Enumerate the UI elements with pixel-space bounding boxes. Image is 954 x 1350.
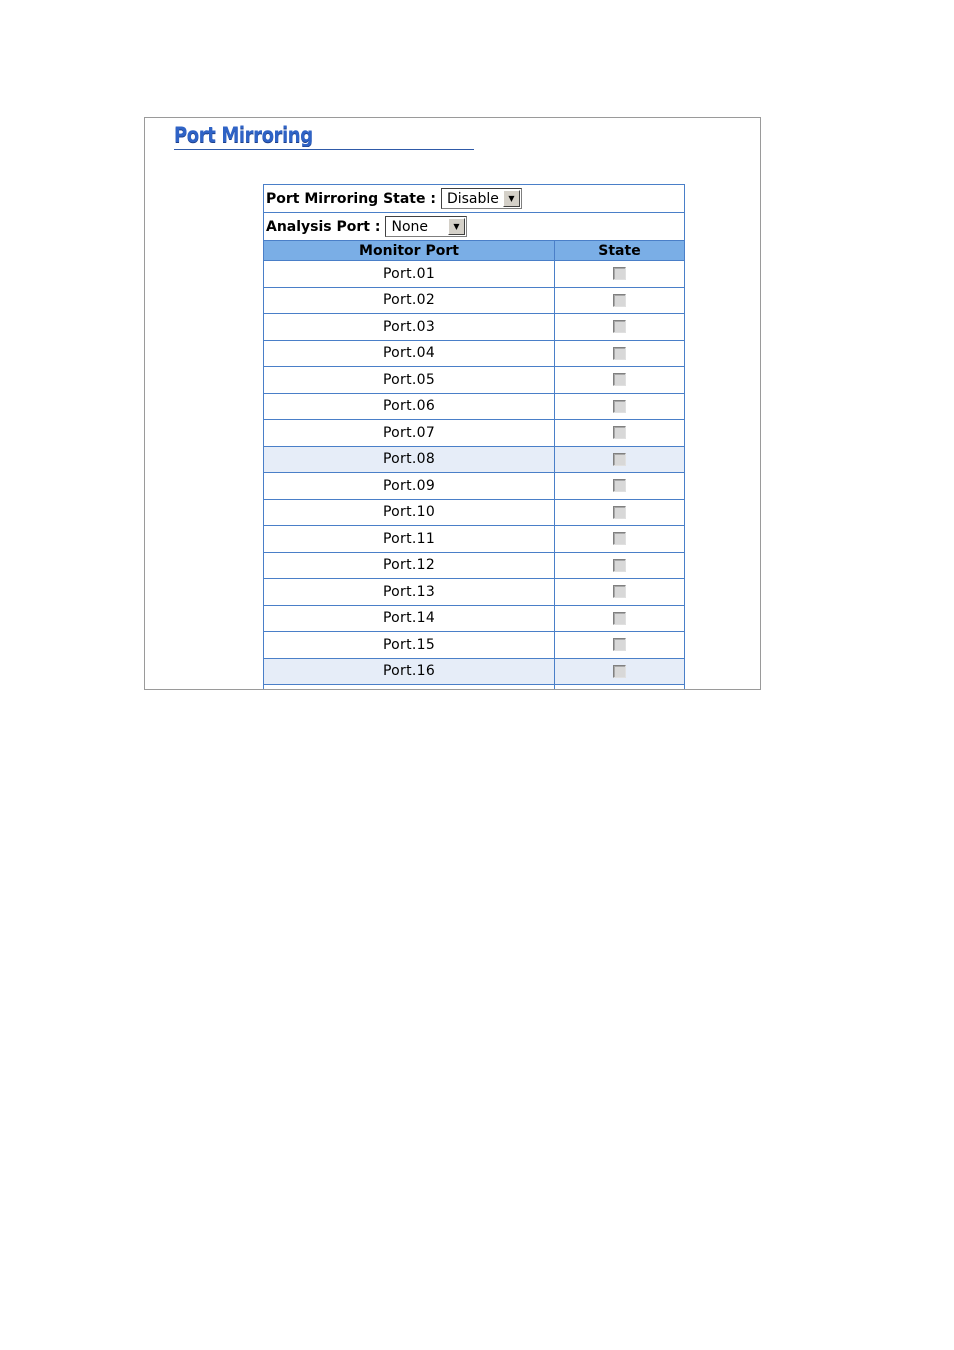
table-row	[264, 447, 684, 474]
port-name: Port.12	[264, 553, 555, 579]
table-row	[264, 632, 684, 659]
table-row	[264, 526, 684, 553]
state-header: State	[598, 242, 641, 259]
state-checkbox[interactable]	[613, 400, 626, 413]
port-mirroring-panel	[144, 117, 761, 690]
table-row	[264, 553, 684, 580]
state-checkbox[interactable]	[613, 479, 626, 492]
port-name: Port.14	[264, 606, 555, 632]
port-name: Port.15	[264, 632, 555, 658]
table-row	[264, 314, 684, 341]
table-row	[264, 420, 684, 447]
monitor-port-header: Monitor Port	[264, 241, 555, 260]
state-checkbox[interactable]	[613, 665, 626, 678]
table-row	[264, 579, 684, 606]
port-mirroring-form	[263, 184, 685, 690]
table-row	[264, 394, 684, 421]
table-row	[264, 659, 684, 686]
page-title-container	[174, 122, 474, 150]
state-checkbox[interactable]	[613, 559, 626, 572]
state-checkbox[interactable]	[613, 585, 626, 598]
table-row	[264, 261, 684, 288]
state-checkbox[interactable]	[613, 506, 626, 519]
table-row	[264, 500, 684, 527]
mirroring-state-select[interactable]	[441, 188, 522, 209]
table-row	[264, 473, 684, 500]
state-checkbox[interactable]	[613, 373, 626, 386]
port-name: Port.04	[264, 341, 555, 367]
chevron-down-icon[interactable]: ▼	[448, 218, 465, 235]
page-title: Port Mirroring	[174, 123, 313, 147]
port-name: Port.02	[264, 288, 555, 314]
state-checkbox[interactable]	[613, 320, 626, 333]
chevron-down-icon[interactable]: ▼	[503, 190, 520, 207]
analysis-port-row	[264, 213, 684, 241]
port-name: Port.01	[264, 261, 555, 287]
state-checkbox[interactable]	[613, 638, 626, 651]
analysis-port-value: None	[391, 218, 428, 235]
state-checkbox[interactable]	[613, 267, 626, 280]
port-table-body	[264, 261, 684, 690]
port-name: Port.05	[264, 367, 555, 393]
analysis-port-select[interactable]	[385, 216, 467, 237]
table-row-partial	[264, 685, 684, 690]
state-checkbox[interactable]	[613, 532, 626, 545]
port-name: Port.08	[264, 447, 555, 473]
table-row	[264, 606, 684, 633]
mirroring-state-value: Disable	[446, 190, 499, 207]
port-name: Port.06	[264, 394, 555, 420]
table-header	[264, 241, 684, 261]
mirroring-state-row	[264, 185, 684, 213]
table-row	[264, 288, 684, 315]
analysis-port-label: Analysis Port :	[266, 218, 381, 235]
mirroring-state-label: Port Mirroring State :	[266, 190, 436, 207]
port-name: Port.03	[264, 314, 555, 340]
state-checkbox[interactable]	[613, 347, 626, 360]
state-checkbox[interactable]	[613, 612, 626, 625]
port-name: Port.07	[264, 420, 555, 446]
port-name: Port.16	[264, 659, 555, 685]
port-name: Port.13	[264, 579, 555, 605]
table-row	[264, 367, 684, 394]
state-checkbox[interactable]	[613, 426, 626, 439]
port-name: Port.11	[264, 526, 555, 552]
port-name: Port.10	[264, 500, 555, 526]
table-row	[264, 341, 684, 368]
state-checkbox[interactable]	[613, 294, 626, 307]
port-name: Port.09	[264, 473, 555, 499]
state-checkbox[interactable]	[613, 453, 626, 466]
